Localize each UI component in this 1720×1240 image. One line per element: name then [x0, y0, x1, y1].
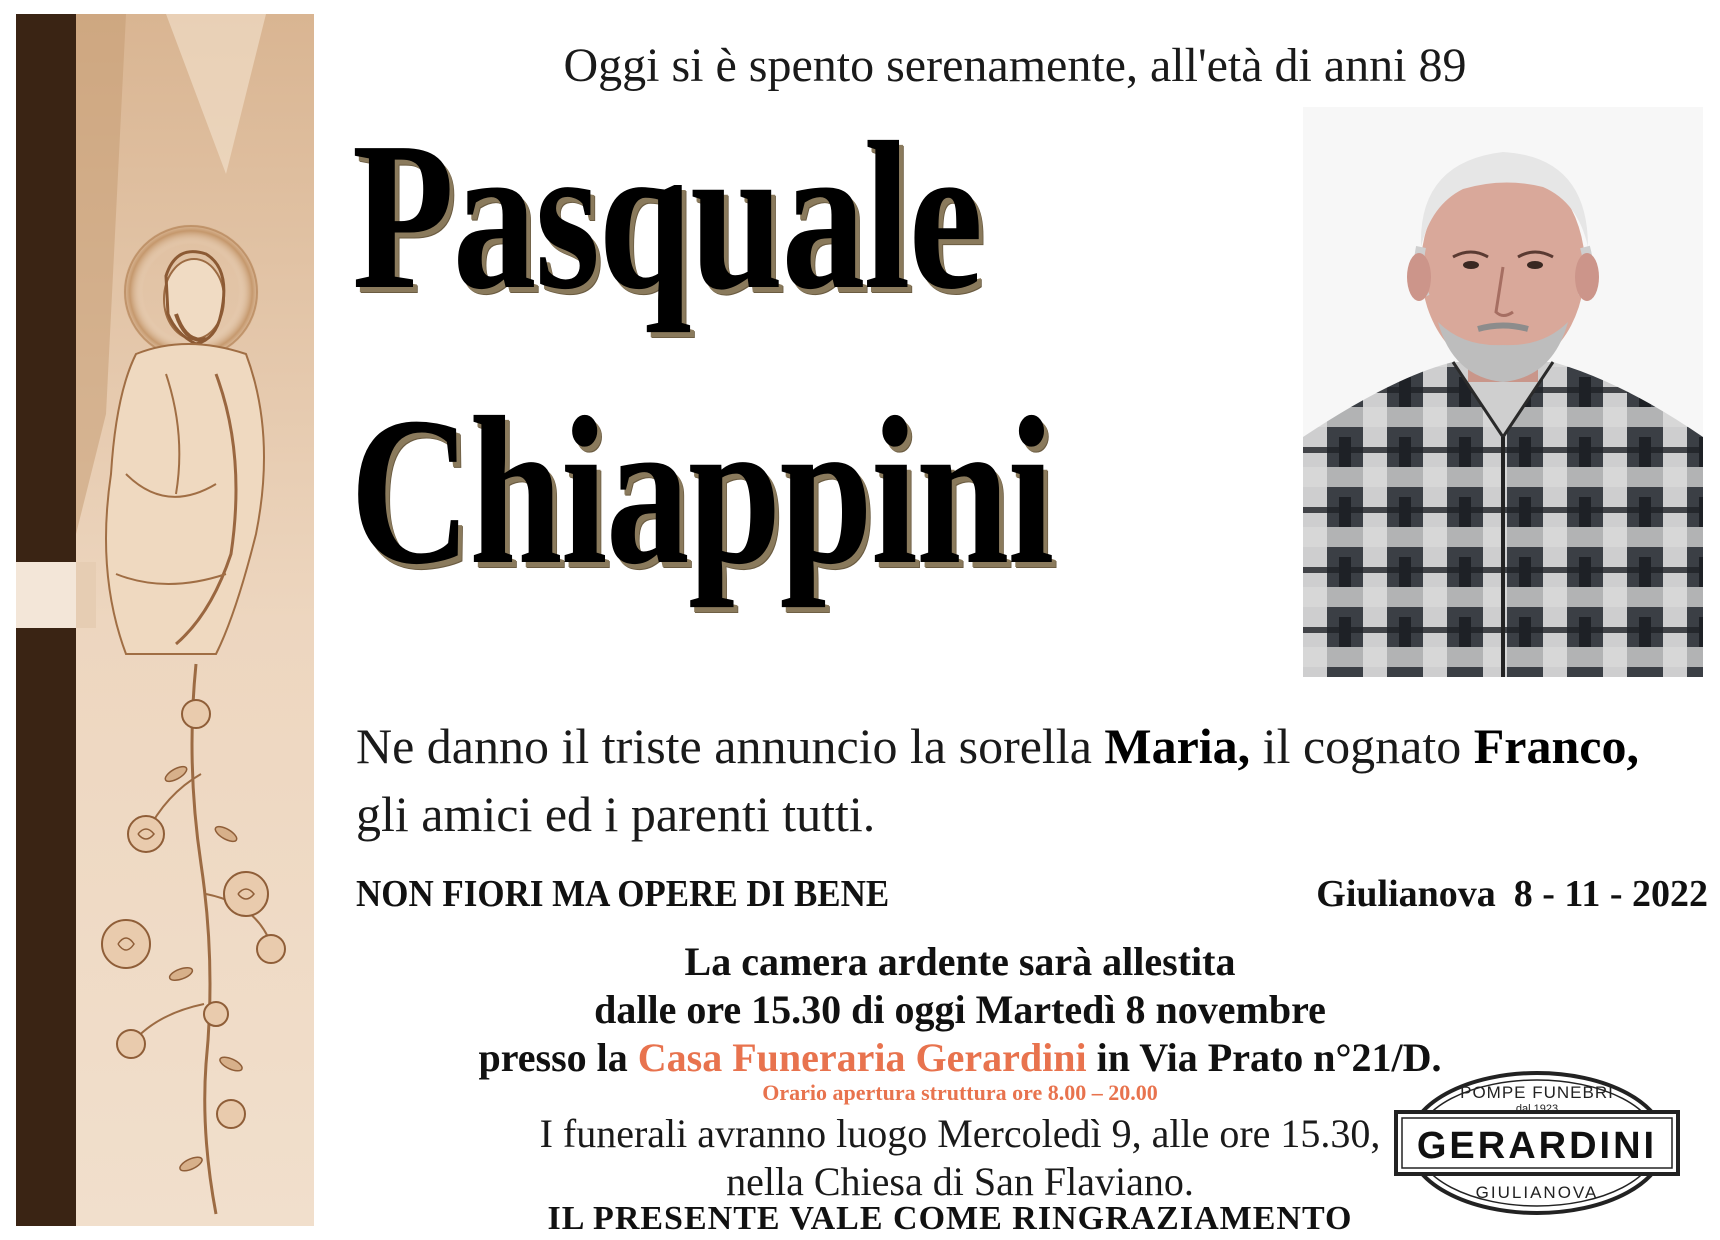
brother-in-law-name: Franco, [1473, 718, 1639, 774]
notice-text-2: il cognato [1250, 718, 1474, 774]
no-flowers-note: NON FIORI MA OPERE DI BENE [356, 873, 890, 915]
thanks-note: IL PRESENTE VALE COME RINGRAZIAMENTO [547, 1200, 1353, 1237]
first-name: Pasquale [352, 98, 982, 333]
date: 8 - 11 - 2022 [1513, 873, 1708, 915]
logo-name-text: GERARDINI [1416, 1125, 1658, 1167]
gerardini-logo [1394, 1062, 1680, 1224]
christ-and-roses-illustration [16, 14, 314, 1226]
notice-text-1: Ne danno il triste annuncio la sorella [356, 718, 1105, 774]
opening-hours: Orario apertura struttura ore 8.00 – 20.00 [762, 1080, 1158, 1105]
wake-line-3-pre: presso la [478, 1035, 638, 1080]
last-name: Chiappini [350, 373, 1053, 608]
deceased-portrait [1303, 107, 1703, 677]
wake-line-3-post: in Via Prato n°21/D. [1086, 1035, 1442, 1080]
funeral-line-2: nella Chiesa di San Flaviano. [726, 1159, 1194, 1204]
wake-line-1: La camera ardente sarà allestita [684, 939, 1236, 984]
place-and-date [1300, 872, 1708, 916]
logo-city-text: GIULIANOVA [1475, 1183, 1599, 1202]
notice-text-3: gli amici ed i parenti tutti. [356, 786, 876, 842]
logo-since-text: dal 1923 [1515, 1103, 1559, 1115]
funeral-line-1: I funerali avranno luogo Mercoledì 9, alle ore 15.30, [539, 1111, 1381, 1156]
logo-top-text: POMPE FUNEBRI [1460, 1083, 1614, 1102]
place: Giulianova [1316, 873, 1496, 915]
sister-name: Maria, [1104, 718, 1251, 774]
wake-line-2: dalle ore 15.30 di oggi Martedì 8 novembre [594, 987, 1326, 1032]
funeral-home-name: Casa Funeraria Gerardini [637, 1035, 1087, 1080]
man-portrait-photo [1303, 107, 1703, 677]
announcement-text [356, 712, 1706, 848]
intro-line: Oggi si è spento serenamente, all'età di anni 89 [563, 39, 1467, 92]
religious-illustration-panel [16, 14, 314, 1226]
funeral-home-logo [1394, 1062, 1680, 1224]
